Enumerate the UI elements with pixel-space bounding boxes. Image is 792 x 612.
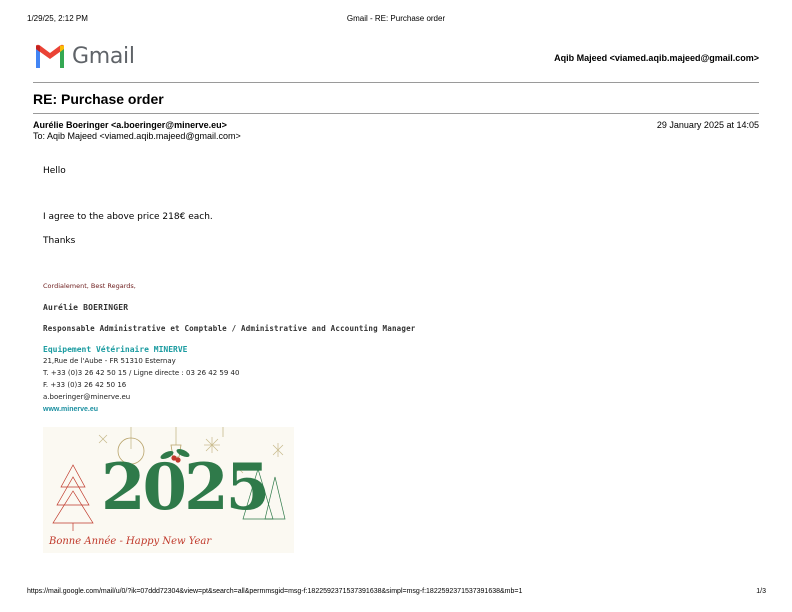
signature-email[interactable]: a.boeringer@minerve.eu — [43, 393, 131, 401]
signature-address: 21,Rue de l'Aube - FR 51310 Esternay — [43, 357, 176, 365]
print-url: https://mail.google.com/mail/u/0/?ik=07ddd72304&view=pt&search=all&permmsgid=msg-f:1822592371537391638&simpl=msg-f:1822592371537391638&mb=1 — [27, 588, 523, 595]
sender: Aurélie Boeringer <a.boeringer@minerve.eu> — [33, 120, 227, 130]
print-title: Gmail - RE: Purchase order — [346, 14, 446, 23]
gmail-m-icon — [34, 44, 66, 68]
recipient: To: Aqib Majeed <viamed.aqib.majeed@gmail.com> — [33, 131, 241, 141]
signature-website[interactable]: www.minerve.eu — [43, 406, 98, 413]
body-greeting: Hello — [43, 166, 66, 176]
card-year — [101, 450, 268, 525]
account-email: Aqib Majeed <viamed.aqib.majeed@gmail.com> — [554, 53, 759, 63]
signature-phone: T. +33 (0)3 26 42 50 15 / Ligne directe : 03 26 42 59 40 — [43, 369, 240, 377]
christmas-tree-icon — [53, 465, 93, 531]
new-year-card — [43, 427, 294, 553]
card-caption: Bonne Année - Happy New Year — [49, 536, 212, 547]
signature-role: Responsable Administrative et Comptable / Administrative and Accounting Manager — [43, 324, 416, 333]
signature-company: Equipement Vétérinaire MINERVE — [43, 345, 188, 354]
message-date: 29 January 2025 at 14:05 — [656, 120, 759, 130]
body-line: I agree to the above price 218€ each. — [43, 212, 213, 222]
email-subject: RE: Purchase order — [33, 91, 164, 107]
body-thanks: Thanks — [43, 236, 76, 246]
signature-fax: F. +33 (0)3 26 42 50 16 — [43, 381, 127, 389]
divider — [33, 82, 759, 83]
signature-name: Aurélie BOERINGER — [43, 303, 129, 312]
page-number: 1/3 — [756, 588, 766, 595]
signature-closing: Cordialement, Best Regards, — [43, 282, 136, 290]
card-year-text: 2025 — [101, 450, 268, 525]
divider — [33, 113, 759, 114]
print-datetime: 1/29/25, 2:12 PM — [27, 14, 88, 23]
gmail-wordmark: Gmail — [72, 44, 135, 69]
